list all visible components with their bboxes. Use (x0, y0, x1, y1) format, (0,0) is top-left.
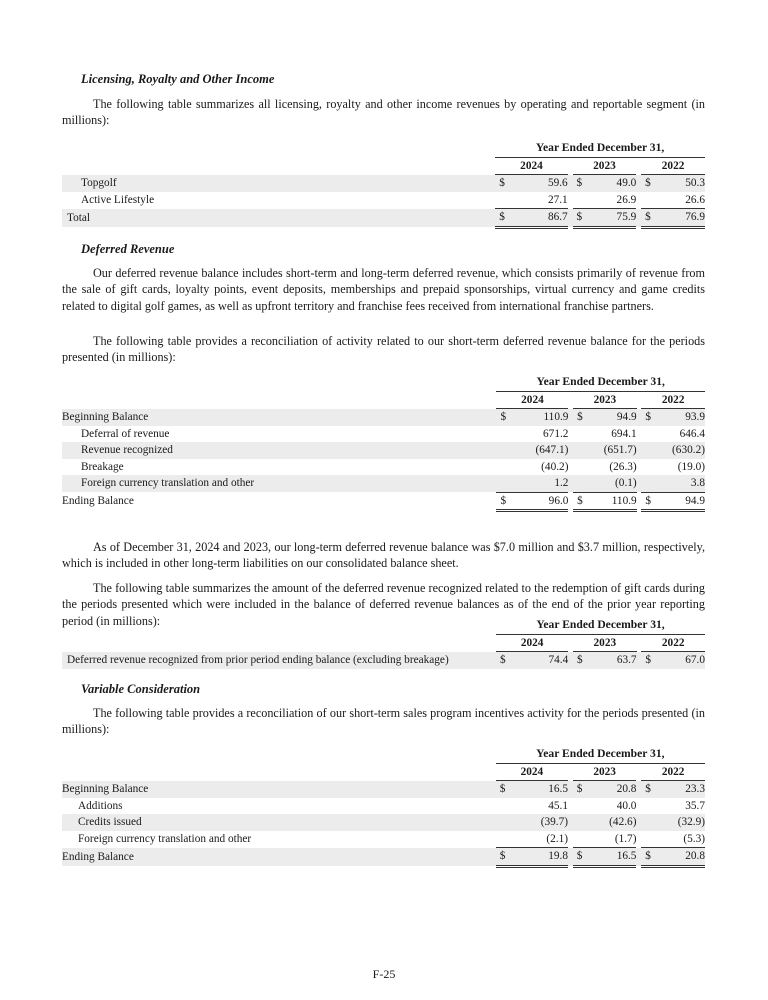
table-period-header: Year Ended December 31, (496, 374, 705, 391)
table-period-header: Year Ended December 31, (496, 746, 705, 763)
page-number: F-25 (372, 967, 396, 981)
table-row (62, 459, 705, 476)
currency-symbol: $ (573, 409, 592, 426)
row-label: Credits issued (62, 814, 496, 831)
currency-symbol: $ (641, 175, 661, 192)
row-label: Ending Balance (62, 495, 134, 507)
table-row-total (62, 492, 705, 511)
deferred-revenue-paragraph-3: As of December 31, 2024 and 2023, our long-term deferred revenue balance was $7.0 million and $3.7 million, respectively, which is included in other long-term liabilities on our consolidated balance sheet. (62, 540, 705, 571)
cell-value: 94.9 (592, 409, 636, 426)
table-row (62, 652, 705, 669)
cell-value: (39.7) (519, 814, 568, 831)
cell-value: (0.1) (592, 475, 636, 492)
cell-value: 19.8 (519, 848, 568, 867)
table-row (62, 175, 705, 192)
year-header-2023: 2023 (573, 763, 637, 781)
cell-value: (32.9) (661, 814, 705, 831)
table-row (62, 426, 705, 443)
currency-symbol: $ (573, 781, 593, 798)
year-header-2024: 2024 (495, 157, 567, 175)
cell-value: (2.1) (519, 831, 568, 848)
table-row (62, 475, 705, 492)
table-period-header: Year Ended December 31, (496, 617, 705, 634)
cell-value: 26.9 (592, 192, 636, 209)
row-label: Beginning Balance (62, 409, 496, 426)
currency-symbol: $ (496, 492, 519, 511)
table-row (62, 814, 705, 831)
cell-value: 94.9 (661, 492, 705, 511)
cell-value: 23.3 (661, 781, 705, 798)
cell-value: 96.0 (520, 492, 569, 511)
cell-value: (42.6) (592, 814, 636, 831)
cell-value: 86.7 (519, 209, 568, 228)
cell-value: 26.6 (661, 192, 705, 209)
row-label: Beginning Balance (62, 781, 496, 798)
section-heading-licensing: Licensing, Royalty and Other Income (81, 72, 275, 86)
cell-value: 45.1 (548, 799, 568, 812)
year-header-2022: 2022 (641, 634, 705, 652)
row-label: Foreign currency translation and other (62, 475, 496, 492)
cell-value: (19.0) (677, 460, 705, 473)
row-label: Deferred revenue recognized from prior period ending balance (excluding breakage) (62, 652, 496, 669)
licensing-intro-paragraph: The following table summarizes all licensing, royalty and other income revenues by operating and reportable segment (in millions): (62, 97, 705, 128)
cell-value: 76.9 (661, 209, 705, 228)
deferred-revenue-table (62, 374, 705, 512)
currency-symbol: $ (495, 175, 519, 192)
deferred-revenue-paragraph-4: The following table summarizes the amount of the deferred revenue recognized related to the redemption of gift cards during the periods presented which were included in the balance of deferred revenue balances as of the end of the prior year reporting period (in millions): (62, 581, 705, 628)
variable-consideration-paragraph: The following table provides a reconciliation of our short-term sales program incentives activity for the periods presented (in millions): (62, 706, 705, 737)
currency-symbol: $ (573, 652, 593, 669)
cell-value: 694.1 (611, 427, 637, 440)
row-label: Active Lifestyle (81, 193, 155, 206)
cell-value: 646.4 (679, 427, 705, 440)
currency-symbol: $ (573, 492, 592, 511)
row-label: Topgolf (62, 175, 495, 192)
cell-value: 110.9 (520, 409, 569, 426)
year-header-2024: 2024 (496, 763, 568, 781)
cell-value: 50.3 (661, 175, 705, 192)
currency-symbol: $ (641, 652, 661, 669)
row-label: Ending Balance (62, 848, 496, 867)
gift-card-redemption-table (62, 617, 705, 669)
currency-symbol: $ (641, 492, 660, 511)
section-heading-deferred-revenue: Deferred Revenue (81, 242, 175, 256)
table-row-total (62, 848, 705, 867)
sales-incentives-table (62, 746, 705, 868)
cell-value: 1.2 (520, 475, 569, 492)
row-label: Foreign currency translation and other (78, 832, 252, 845)
cell-value: (26.3) (609, 460, 637, 473)
cell-value: (40.2) (541, 460, 569, 473)
row-label: Total (62, 209, 495, 228)
currency-symbol: $ (573, 175, 593, 192)
cell-value: (647.1) (520, 442, 569, 459)
currency-symbol: $ (496, 781, 519, 798)
cell-value: 74.4 (519, 652, 568, 669)
table-row (62, 831, 705, 848)
cell-value: 3.8 (661, 475, 705, 492)
row-label: Additions (78, 799, 123, 812)
deferred-revenue-paragraph-2: The following table provides a reconciliation of activity related to our short-term deferred revenue balance for the periods presented (in millions): (62, 334, 705, 365)
table-row (62, 409, 705, 426)
deferred-revenue-paragraph-1: Our deferred revenue balance includes short-term and long-term deferred revenue, which consists primarily of revenue from the sale of gift cards, loyalty points, event deposits, memberships and prepaid sponsorships, virtual currency and game credits related to digital golf games, as well as upfront territory and franchise fees received from international franchise partners. (62, 266, 705, 313)
cell-value: 27.1 (519, 192, 568, 209)
cell-value: 20.8 (592, 781, 636, 798)
cell-value: 110.9 (592, 492, 636, 511)
cell-value: 16.5 (592, 848, 636, 867)
cell-value: 59.6 (519, 175, 568, 192)
table-row (62, 781, 705, 798)
cell-value: 20.8 (661, 848, 705, 867)
table-row-total (62, 209, 705, 228)
cell-value: 40.0 (616, 799, 637, 812)
currency-symbol: $ (641, 409, 660, 426)
cell-value: 93.9 (661, 409, 705, 426)
table-row (62, 192, 705, 209)
table-period-header: Year Ended December 31, (495, 140, 705, 157)
currency-symbol: $ (641, 209, 661, 228)
cell-value: 67.0 (661, 652, 705, 669)
currency-symbol: $ (496, 652, 519, 669)
currency-symbol: $ (496, 409, 519, 426)
table-row (62, 442, 705, 459)
row-label: Breakage (81, 460, 124, 473)
year-header-2022: 2022 (641, 157, 705, 175)
cell-value: (630.2) (661, 442, 705, 459)
cell-value: (1.7) (592, 831, 636, 848)
cell-value: 35.7 (685, 799, 705, 812)
currency-symbol: $ (573, 848, 593, 867)
cell-value: 75.9 (592, 209, 636, 228)
currency-symbol: $ (573, 209, 593, 228)
row-label: Deferral of revenue (81, 427, 170, 440)
cell-value: (651.7) (592, 442, 636, 459)
cell-value: 63.7 (593, 652, 637, 669)
year-header-2023: 2023 (573, 391, 637, 409)
section-heading-variable-consideration: Variable Consideration (81, 682, 201, 696)
year-header-2023: 2023 (573, 634, 637, 652)
year-header-2022: 2022 (641, 763, 705, 781)
row-label: Revenue recognized (62, 442, 496, 459)
cell-value: 16.5 (519, 781, 568, 798)
year-header-2022: 2022 (641, 391, 705, 409)
cell-value: (5.3) (661, 831, 705, 848)
currency-symbol: $ (495, 209, 519, 228)
cell-value: 671.2 (543, 427, 569, 440)
cell-value: 49.0 (592, 175, 636, 192)
licensing-table (62, 140, 705, 229)
year-header-2024: 2024 (496, 391, 568, 409)
table-row (62, 798, 705, 815)
currency-symbol: $ (641, 781, 661, 798)
year-header-2023: 2023 (573, 157, 637, 175)
currency-symbol: $ (496, 848, 519, 867)
currency-symbol: $ (641, 848, 661, 867)
year-header-2024: 2024 (496, 634, 568, 652)
